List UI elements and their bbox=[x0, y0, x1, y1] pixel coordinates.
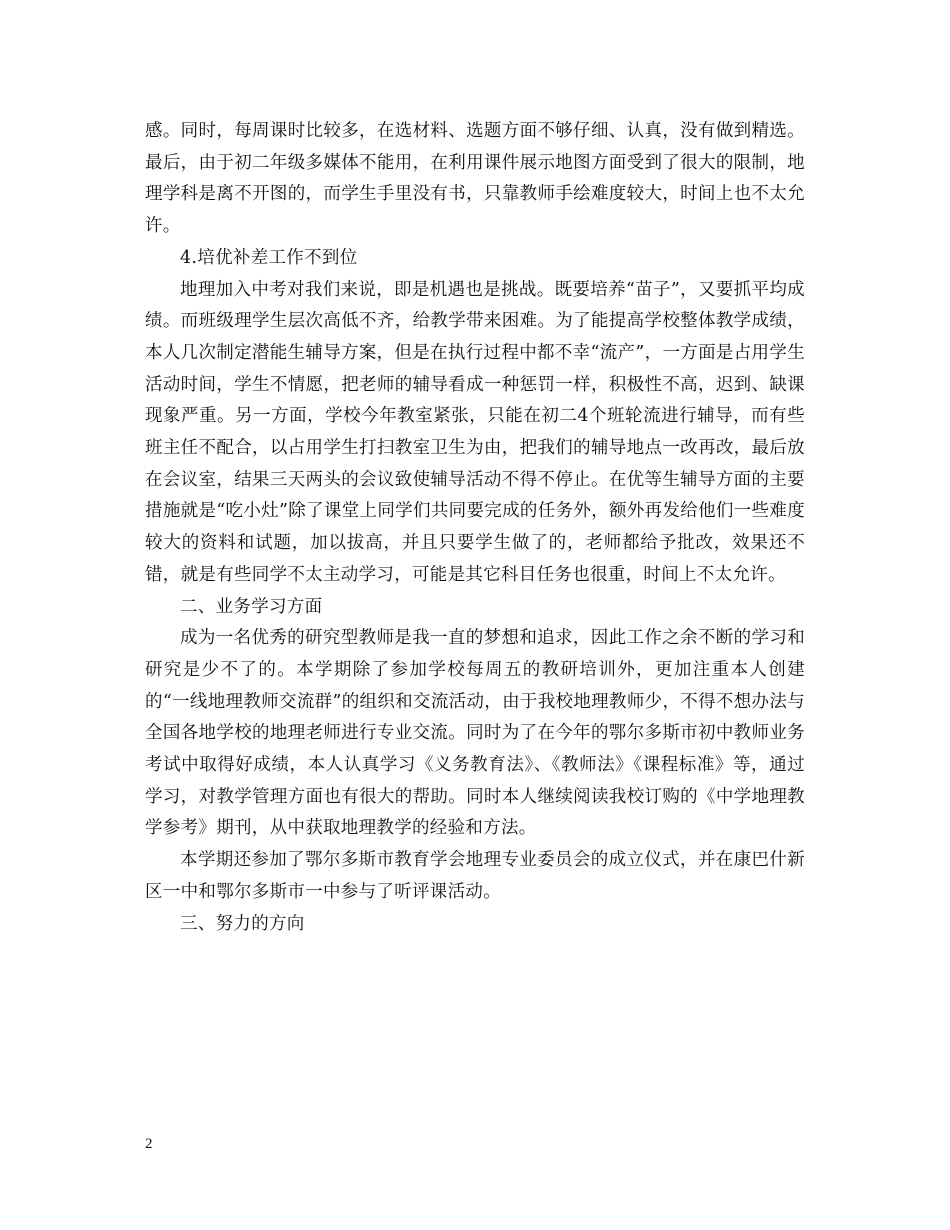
section-heading-4: 4.培优补差工作不到位 bbox=[180, 247, 358, 268]
section-heading-business-study: 二、业务学习方面 bbox=[180, 596, 323, 617]
document-body bbox=[145, 116, 805, 940]
paragraph-tutoring: 地理加入中考对我们来说，即是机遇也是挑战。既要培养“苗子”，又要抓平均成绩。而班级理学生层次高低不齐，给教学带来困难。为了能提高学校整体教学成绩，本人几次制定潜能生辅导方案，但是在执行过程中都不幸“流产”，一方面是占用学生活动时间，学生不情愿，把老师的辅导看成一种惩罚一样，积极性不高，迟到、缺课现象严重。另一方面，学校今年教室紧张，只能在初二4个班轮流进行辅导，而有些班主任不配合，以占用学生打扫教室卫生为由，把我们的辅导地点一改再改，最后放在会议室，结果三天两头的会议致使辅导活动不得不停止。在优等生辅导方面的主要措施就是“吃小灶”除了课堂上同学们共同要完成的任务外，额外再发给他们一些难度较大的资料和试题，加以拔高，并且只要学生做了的，老师都给予批改，效果还不错，就是有些同学不太主动学习，可能是其它科目任务也很重，时间上不太允许。 bbox=[145, 279, 805, 585]
page-number: 2 bbox=[145, 1136, 153, 1152]
section-heading-direction: 三、努力的方向 bbox=[180, 913, 305, 934]
paragraph-research-teacher: 成为一名优秀的研究型教师是我一直的梦想和追求，因此工作之余不断的学习和研究是少不了的。本学期除了参加学校每周五的教研培训外，更加注重本人创建的“一线地理教师交流群”的组织和交流活动，由于我校地理教师少，不得不想办法与全国各地学校的地理老师进行专业交流。同时为了在今年的鄂尔多斯市初中教师业务考试中取得好成绩，本人认真学习《义务教育法》、《教师法》《课程标准》等，通过学习，对教学管理方面也有很大的帮助。同时本人继续阅读我校订购的《中学地理教学参考》期刊，从中获取地理教学的经验和方法。 bbox=[145, 628, 805, 839]
paragraph-continuation: 感。同时，每周课时比较多，在选材料、选题方面不够仔细、认真，没有做到精选。最后，由于初二年级多媒体不能用，在利用课件展示地图方面受到了很大的限制，地理学科是离不开图的，而学生手里没有书，只靠教师手绘难度较大，时间上也不太允许。 bbox=[145, 121, 805, 237]
paragraph-committee: 本学期还参加了鄂尔多斯市教育学会地理专业委员会的成立仪式，并在康巴什新区一中和鄂尔多斯市一中参与了听评课活动。 bbox=[145, 850, 805, 902]
